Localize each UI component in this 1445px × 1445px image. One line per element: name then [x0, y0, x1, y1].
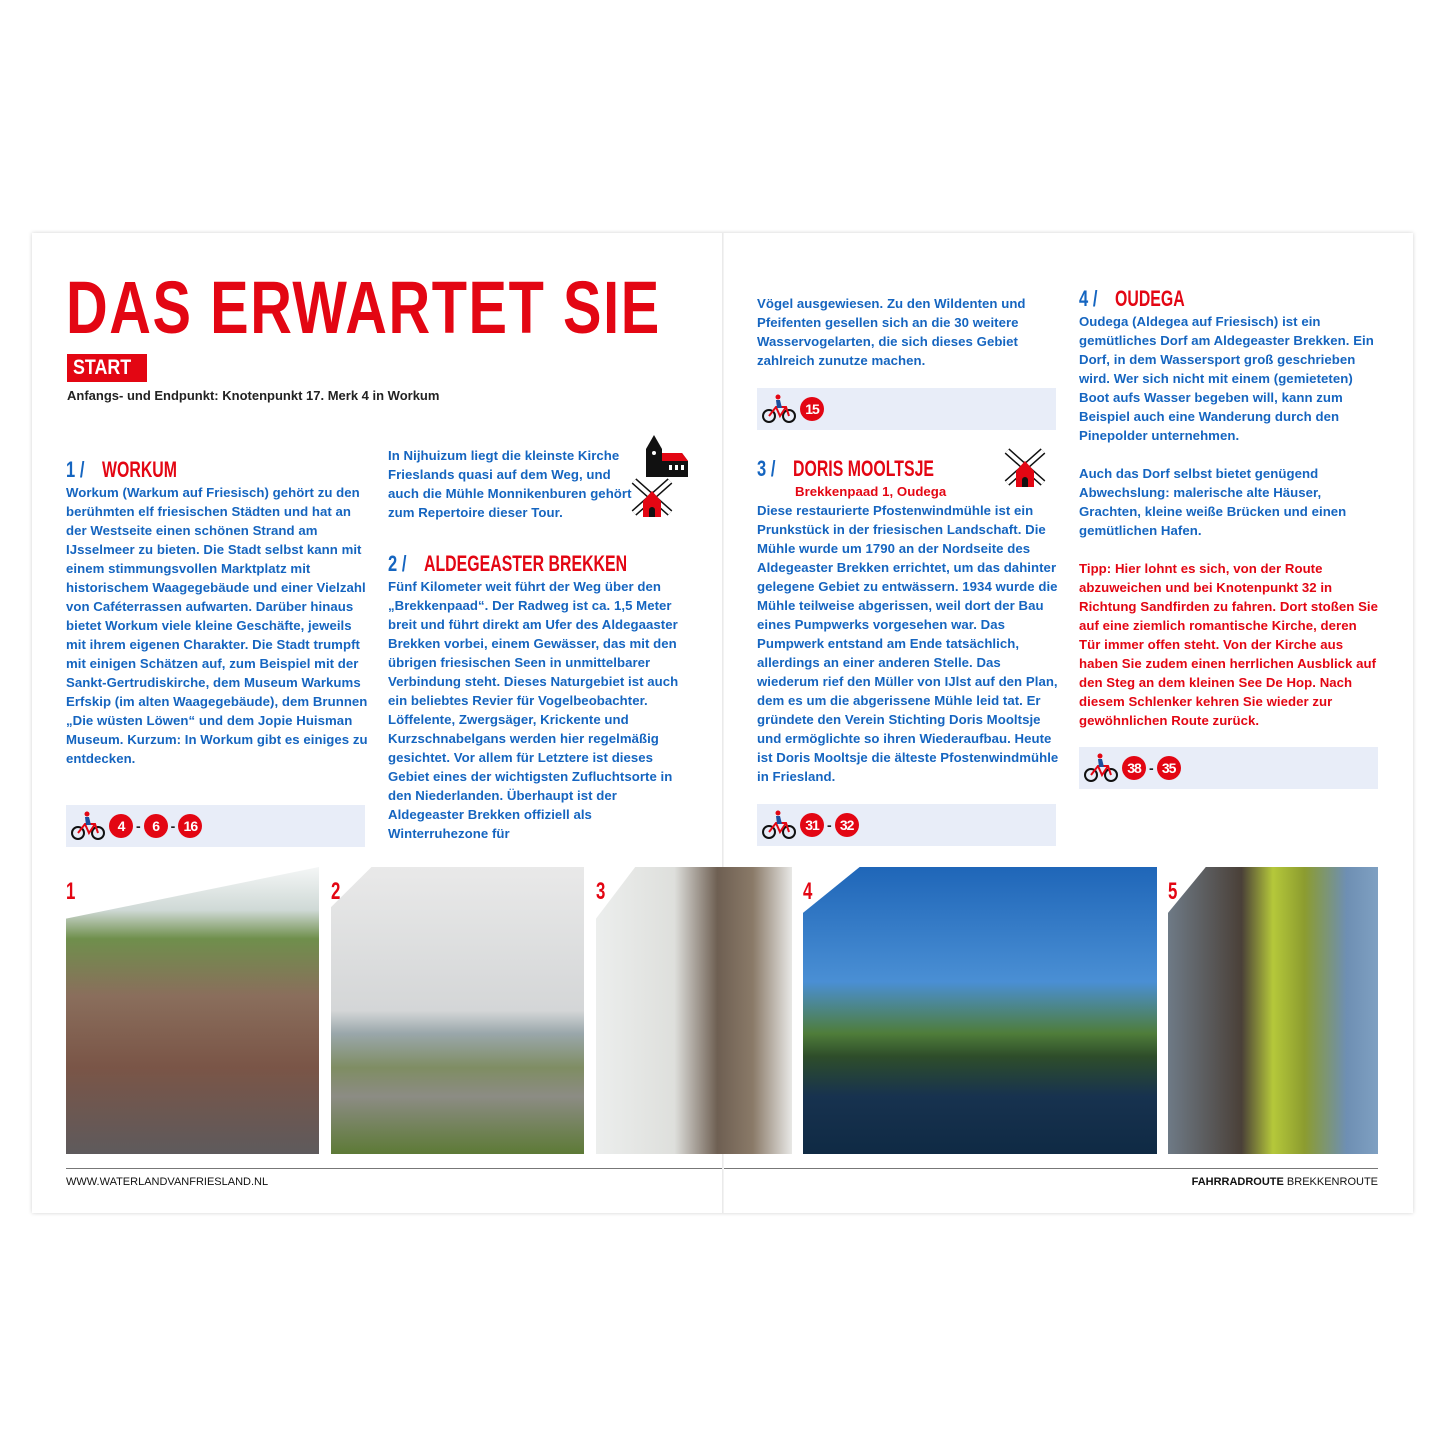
bike-icon	[761, 810, 797, 840]
section-oudega	[1079, 286, 1381, 730]
bike-icon	[1083, 753, 1119, 783]
section-heading	[66, 457, 368, 483]
section-text: Vögel ausgewiesen. Zu den Wildenten und Pfeifenten gesellen sich an die 30 weitere Wasservogelarten, die sich dieses Gebiet zahlreich zunutze machen.	[757, 296, 1026, 368]
section-heading	[388, 551, 690, 577]
section-number: 3 /	[757, 456, 776, 481]
bike-icon	[761, 394, 797, 424]
start-label	[67, 354, 147, 382]
nijhuizum-text	[388, 446, 638, 522]
knot-badge: 4	[109, 814, 133, 838]
section-address: Brekkenpaad 1, Oudega	[795, 484, 947, 499]
photo-fisherman	[1168, 867, 1378, 1154]
photo-cyclists	[331, 867, 584, 1154]
footer-divider	[66, 1168, 722, 1169]
photo-oudega-harbour	[803, 867, 1157, 1154]
section-doris-mooltsje	[757, 456, 1059, 786]
section-title: DORIS MOOLTSJE	[793, 456, 935, 481]
tip-text: Tipp: Hier lohnt es sich, von der Route abzuweichen und bei Knotenpunkt 32 in Richtung Sandfirden zu fahren. Dort stoßen Sie auf eine ziemlich romantische Kirche, deren Tür immer offen steht. Von der Kirche aus haben Sie zudem einen herrlichen Ausblick auf den Steg an dem kleinen See De Hop. Nach diesem Schlenker kehren Sie wieder zur gewöhnlichen Route zurück.	[1079, 561, 1379, 728]
section-text: In Nijhuizum liegt die kleinste Kirche Frieslands quasi auf dem Weg, und auch die Mühle Monnikenburen gehört zum Repertoire dieser Tour.	[388, 448, 632, 520]
photo-number: 1	[66, 878, 76, 905]
section-title: OUDEGA	[1115, 286, 1185, 311]
knot-badge: 32	[835, 813, 859, 837]
knot-route-bar	[757, 804, 1056, 846]
section-text: Diese restaurierte Pfostenwindmühle ist ein Prunkstück in der friesischen Landschaft. Die Mühle wurde um 1790 an der Nordseite des Aldegeaster Brekken errichtet, um das dahinter gelegene Gebiet zu entwässern. 1934 wurde die Mühle teilweise abgerissen, weil dort der Bau eines Pumpwerks vorgesehen war. Das Pumpwerk entstand am Ende tatsächlich, allerdings an einer anderen Stelle. Das wiederum rief den Müller von IJlst auf den Plan, dem es um die abgerissene Mühle leid tat. Er gründete den Verein Stichting Doris Mooltsje und ermöglichte so ihren Wiederaufbau. Heute ist Doris Mooltsje die älteste Pfostenwindmühle in Friesland.	[757, 503, 1059, 784]
footer-route-name: BREKKENROUTE	[1286, 1176, 1378, 1188]
footer-divider	[724, 1168, 1378, 1169]
photo-workum-aerial	[66, 867, 319, 1154]
brekken-text-continued	[757, 294, 1042, 370]
knot-badge: 16	[178, 814, 202, 838]
church-icon	[644, 433, 690, 477]
footer-route-bold: FAHRRADROUTE	[1191, 1176, 1284, 1188]
knot-route-bar	[1079, 747, 1378, 789]
section-title: ALDEGEASTER BREKKEN	[424, 551, 628, 576]
page-title: DAS ERWARTET SIE	[66, 266, 661, 349]
footer-route	[1192, 1176, 1378, 1188]
section-text: Fünf Kilometer weit führt der Weg über den „Brekkenpaad“. Der Radweg ist ca. 1,5 Meter breit und führt direkt am Ufer des Aldegaaster Brekken vorbei, einem Gewässer, das mit den übrigen friesischen Seen in unmittelbarer Verbindung steht. Dieses Naturgebiet ist auch ein beliebtes Revier für Vogelbeobachter. Löffelente, Zwergsäger, Krickente und Kurzschnabelgans werden hier regelmäßig gesichtet. Vor allem für Letztere ist dieses Gebiet eines der wichtigsten Zufluchtsorte in den Niederlanden. Überhaupt ist der Aldegeaster Brekken offiziell als Winterruhezone für	[388, 579, 679, 841]
start-label-text: START	[73, 356, 132, 379]
dash: -	[170, 818, 176, 834]
section-number: 4 /	[1079, 286, 1098, 311]
section-workum	[66, 457, 368, 768]
section-title: WORKUM	[102, 457, 178, 482]
photo-windmill	[596, 867, 792, 1154]
section-heading	[757, 456, 1059, 482]
knot-badge: 35	[1157, 756, 1181, 780]
photo-number: 4	[803, 878, 813, 905]
dash: -	[827, 817, 832, 833]
footer-website: WWW.WATERLANDVANFRIESLAND.NL	[66, 1176, 269, 1188]
dash: -	[136, 818, 141, 834]
brochure-spread	[32, 233, 1413, 1213]
section-text: Workum (Warkum auf Friesisch) gehört zu den berühmten elf friesischen Städten und hat an der Westseite einen schönen Strand am IJsselmeer zu bieten. Die Stadt selbst kann mit einem stimmungsvollen Marktplatz mit historischem Waagegebäude und einer Vielzahl von Caféterrassen aufwarten. Darüber hinaus bietet Workum viele kleine Geschäfte, jeweils mit ihrem eigenen Charakter. Die Stadt trumpft mit einigen Schätzen auf, zum Beispiel mit der Sankt-Gertrudiskirche, dem Museum Warkums Erfskip (im alten Waagegebäude), dem Brunnen „Die wüsten Löwen“ und dem Jopie Huisman Museum. Kurzum: In Workum gibt es einiges zu entdecken.	[66, 485, 368, 766]
knot-route-bar	[66, 805, 365, 847]
knot-badge: 6	[144, 814, 168, 838]
section-text: Auch das Dorf selbst bietet genügend Abwechslung: malerische alte Häuser, Grachten, kleine weiße Brücken und einen gemütlichen Hafen.	[1079, 466, 1347, 538]
knot-badge: 31	[800, 813, 824, 837]
section-number: 1 /	[66, 457, 85, 482]
windmill-icon	[630, 475, 674, 519]
photo-number: 2	[331, 878, 341, 905]
knot-badge: 15	[800, 397, 824, 421]
knot-badge: 38	[1122, 756, 1146, 780]
start-description: Anfangs- und Endpunkt: Knotenpunkt 17. Merk 4 in Workum	[67, 388, 440, 403]
dash: -	[1149, 760, 1154, 776]
section-text: Oudega (Aldegea auf Friesisch) ist ein gemütliches Dorf am Aldegeaster Brekken. Ein Dorf, in dem Wassersport groß geschrieben wird. Wer sich nicht mit einem (gemieteten) Boot aufs Wasser begeben will, kann zum Beispiel auch eine Wanderung durch den Pinepolder unternehmen.	[1079, 314, 1374, 443]
section-heading	[1079, 286, 1381, 312]
photo-number: 5	[1168, 878, 1178, 905]
section-aldegeaster-brekken	[388, 551, 690, 843]
knot-route-bar	[757, 388, 1056, 430]
photo-number: 3	[596, 878, 606, 905]
bike-icon	[70, 811, 106, 841]
section-number: 2 /	[388, 551, 407, 576]
